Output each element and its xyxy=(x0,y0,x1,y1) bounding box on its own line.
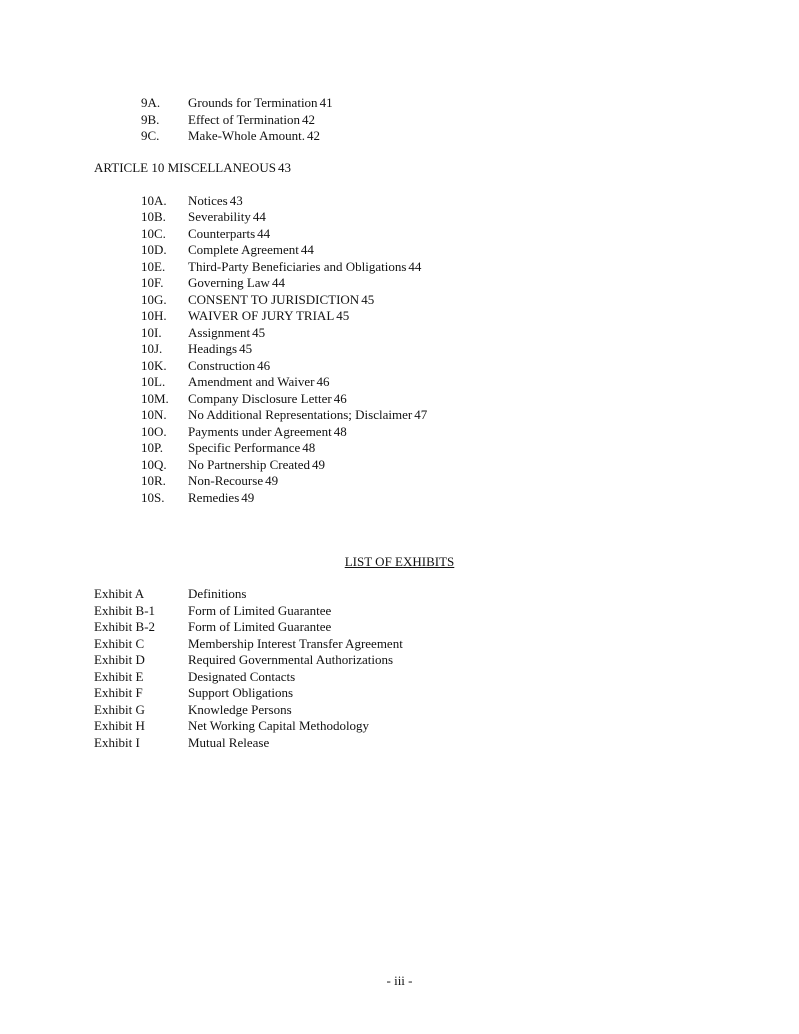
toc-page-number: 45 xyxy=(252,325,266,340)
toc-section-number: 9C. xyxy=(141,128,160,143)
exhibit-name: Required Governmental Authorizations xyxy=(188,652,394,667)
toc-section-number: 10H. xyxy=(141,308,167,323)
toc-section-title: No Additional Representations; Disclaimer xyxy=(188,407,413,422)
toc-page-number: 44 xyxy=(408,259,422,274)
exhibit-id: Exhibit E xyxy=(94,669,144,684)
toc-page-number: 48 xyxy=(302,440,316,455)
toc-section-title: Remedies xyxy=(188,490,240,505)
toc-page-number: 46 xyxy=(333,391,347,406)
exhibit-id: Exhibit B-1 xyxy=(94,603,156,618)
toc-page-number: 42 xyxy=(301,112,315,127)
exhibit-id: Exhibit F xyxy=(94,685,143,700)
toc-section-number: 10M. xyxy=(141,391,169,406)
toc-page-number: 42 xyxy=(306,128,320,143)
exhibit-name: Mutual Release xyxy=(188,735,270,750)
toc-page-number: 49 xyxy=(265,473,279,488)
toc-section-number: 10F. xyxy=(141,275,164,290)
toc-page-number: 44 xyxy=(252,209,266,224)
toc-section-title: Notices xyxy=(188,193,228,208)
toc-page-number: 45 xyxy=(361,292,375,307)
toc-section-title: Specific Performance xyxy=(188,440,301,455)
toc-page-number: 43 xyxy=(229,193,243,208)
toc-section-title: Amendment and Waiver xyxy=(188,374,315,389)
exhibit-id: Exhibit I xyxy=(94,735,140,750)
toc-section-title: Counterparts xyxy=(188,226,256,241)
toc-section-title: Complete Agreement xyxy=(188,242,299,257)
toc-page-number: 48 xyxy=(333,424,347,439)
toc-section-number: 10P. xyxy=(141,440,164,455)
toc-section-title: Third-Party Beneficiaries and Obligations xyxy=(188,259,407,274)
toc-section-number: 10A. xyxy=(141,193,167,208)
exhibit-name: Net Working Capital Methodology xyxy=(188,718,370,733)
toc-section-title: Construction xyxy=(188,358,256,373)
toc-section-title: CONSENT TO JURISDICTION xyxy=(188,292,360,307)
toc-section-number: 10G. xyxy=(141,292,167,307)
exhibit-id: Exhibit G xyxy=(94,702,145,717)
toc-section-number: 10Q. xyxy=(141,457,167,472)
toc-page-number: 46 xyxy=(257,358,271,373)
exhibit-name: Designated Contacts xyxy=(188,669,296,684)
toc-page-number: 44 xyxy=(271,275,285,290)
toc-page-number: 44 xyxy=(300,242,314,257)
toc-section-title: Grounds for Termination xyxy=(188,95,318,110)
toc-section-number: 10S. xyxy=(141,490,165,505)
toc-page-number: 45 xyxy=(336,308,350,323)
toc-section-number: 9A. xyxy=(141,95,161,110)
page-number: - iii - xyxy=(386,973,413,988)
toc-section-number: 10J. xyxy=(141,341,163,356)
toc-section-title: Company Disclosure Letter xyxy=(188,391,332,406)
toc-section-title: Severability xyxy=(188,209,251,224)
toc-section-title: Non-Recourse xyxy=(188,473,264,488)
exhibits-heading: LIST OF EXHIBITS xyxy=(344,554,455,569)
toc-section-number: 9B. xyxy=(141,112,160,127)
toc-section-title: Governing Law xyxy=(188,275,270,290)
toc-section-title: Payments under Agreement xyxy=(188,424,332,439)
exhibit-name: Knowledge Persons xyxy=(188,702,292,717)
toc-page-number: 41 xyxy=(319,95,333,110)
toc-section-title: Effect of Termination xyxy=(188,112,300,127)
toc-section-title: Assignment xyxy=(188,325,251,340)
toc-section-number: 10N. xyxy=(141,407,167,422)
toc-page-number: 49 xyxy=(241,490,255,505)
exhibit-id: Exhibit A xyxy=(94,586,145,601)
toc-section-number: 10C. xyxy=(141,226,166,241)
toc-page-number: 47 xyxy=(414,407,428,422)
toc-section-title: WAIVER OF JURY TRIAL xyxy=(188,308,335,323)
toc-page-number: 46 xyxy=(316,374,330,389)
toc-section-title: Headings xyxy=(188,341,238,356)
exhibit-id: Exhibit C xyxy=(94,636,145,651)
toc-article-title: ARTICLE 10 MISCELLANEOUS xyxy=(94,160,276,175)
toc-section-number: 10I. xyxy=(141,325,162,340)
toc-page-number: 43 xyxy=(277,160,291,175)
exhibit-name: Form of Limited Guarantee xyxy=(188,603,332,618)
exhibit-name: Form of Limited Guarantee xyxy=(188,619,332,634)
toc-section-number: 10E. xyxy=(141,259,166,274)
toc-section-number: 10O. xyxy=(141,424,167,439)
toc-section-title: Make-Whole Amount. xyxy=(188,128,305,143)
toc-page-number: 44 xyxy=(257,226,271,241)
exhibit-name: Support Obligations xyxy=(188,685,294,700)
toc-page-number: 45 xyxy=(239,341,253,356)
exhibit-name: Definitions xyxy=(188,586,247,601)
toc-section-number: 10R. xyxy=(141,473,166,488)
exhibit-id: Exhibit B-2 xyxy=(94,619,156,634)
exhibit-name: Membership Interest Transfer Agreement xyxy=(188,636,403,651)
exhibit-id: Exhibit D xyxy=(94,652,145,667)
toc-section-number: 10K. xyxy=(141,358,167,373)
toc-section-number: 10L. xyxy=(141,374,166,389)
toc-section-number: 10D. xyxy=(141,242,167,257)
toc-section-title: No Partnership Created xyxy=(188,457,311,472)
exhibit-id: Exhibit H xyxy=(94,718,145,733)
toc-section-number: 10B. xyxy=(141,209,166,224)
toc-page-number: 49 xyxy=(312,457,326,472)
